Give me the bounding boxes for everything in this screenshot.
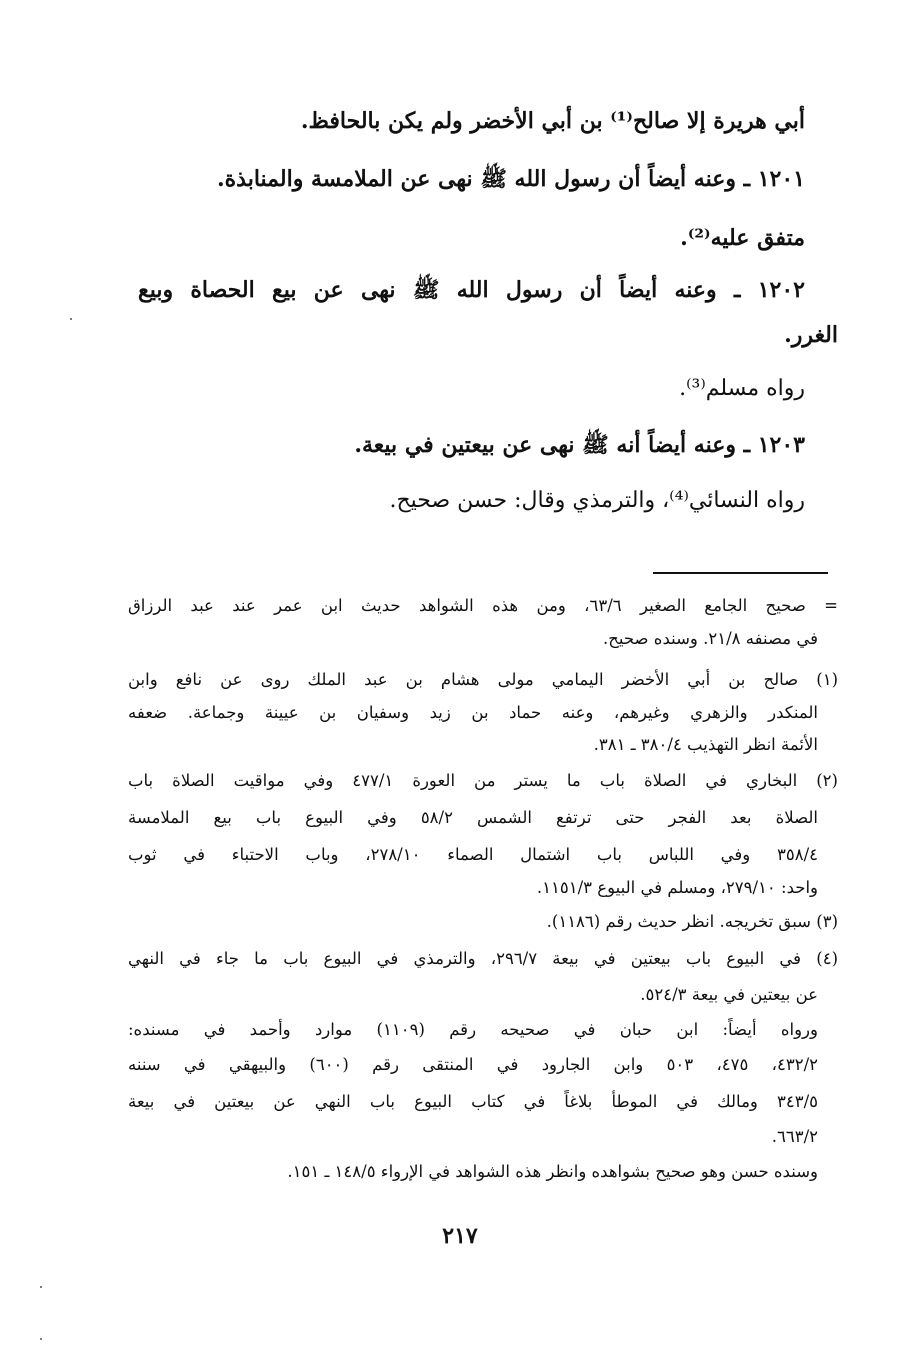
- footnote-4: (٤) في البيوع باب بيعتين في بيعة ٢٩٦/٧، والترمذي في البيوع باب ما جاء في النهي: [128, 949, 838, 968]
- page-number: ٢١٧: [442, 1223, 478, 1249]
- scan-speck: [40, 1338, 42, 1340]
- footnote-line: في مصنفه ٢١/٨. وسنده صحيح.: [603, 629, 818, 648]
- footnote-2: (٢) البخاري في الصلاة باب ما يستر من العورة ٤٧٧/١ وفي مواقيت الصلاة باب: [128, 771, 838, 790]
- footnote-line: المنكدر والزهري وغيرهم، وعنه حماد بن زيد وسفيان بن عيينة وجماعة. ضعفه: [128, 703, 818, 722]
- footnote-line: ورواه أيضاً: ابن حبان في صحيحه رقم (١١٠٩) موارد وأحمد في مسنده:: [128, 1020, 818, 1039]
- footnote-line: وسنده حسن وهو صحيح بشواهده وانظر هذه الشواهد في الإرواء ١٤٨/٥ ـ ١٥١.: [287, 1162, 818, 1181]
- footnote-line: عن بيعتين في بيعة ٥٢٤/٣.: [640, 985, 818, 1004]
- hadith-1203-source: رواه النسائي⁽⁴⁾، والترمذي وقال: حسن صحيح.: [389, 488, 805, 513]
- footnote-3: (٣) سبق تخريجه. انظر حديث رقم (١١٨٦).: [546, 912, 838, 931]
- scan-speck: [40, 1286, 42, 1288]
- hadith-1203: ١٢٠٣ ـ وعنه أيضاً أنه ﷺ نهى عن بيعتين في بيعة.: [354, 432, 805, 458]
- footnote-line: = صحيح الجامع الصغير ٦٣/٦، ومن هذه الشواهد حديث ابن عمر عند عبد الرزاق: [128, 596, 839, 615]
- hadith-1201-source: متفق عليه⁽²⁾.: [680, 225, 805, 251]
- main-text-line: أبي هريرة إلا صالح⁽¹⁾ بن أبي الأخضر ولم يكن بالحافظ.: [300, 108, 805, 134]
- hadith-1202: ١٢٠٢ ـ وعنه أيضاً أن رسول الله ﷺ نهى عن بيع الحصاة وبيع: [138, 277, 805, 303]
- footnote-line: ٤٣٢/٢، ٤٧٥، ٥٠٣ وابن الجارود في المنتقى رقم (٦٠٠) والبيهقي في سننه: [128, 1055, 819, 1074]
- hadith-1201: ١٢٠١ ـ وعنه أيضاً أن رسول الله ﷺ نهى عن الملامسة والمنابذة.: [216, 166, 805, 192]
- hadith-1202-source: رواه مسلم⁽³⁾.: [679, 376, 805, 401]
- footnote-line: واحد: ٢٧٩/١٠، ومسلم في البيوع ١١٥١/٣.: [536, 878, 818, 897]
- footnote-line: ٦٦٣/٢.: [771, 1127, 818, 1146]
- footnote-line: الصلاة بعد الفجر حتى ترتفع الشمس ٥٨/٢ وفي البيوع باب بيع الملامسة: [128, 808, 818, 827]
- hadith-1202-continuation: الغرر.: [784, 322, 838, 348]
- scan-speck: [70, 318, 72, 320]
- footnote-line: ٣٤٣/٥ ومالك في الموطأ بلاغاً في كتاب البيوع باب النهي عن بيعتين في بيعة: [128, 1092, 818, 1111]
- footnote-divider: [653, 572, 828, 574]
- footnote-line: الأئمة انظر التهذيب ٣٨٠/٤ ـ ٣٨١.: [593, 735, 818, 754]
- footnote-line: ٣٥٨/٤ وفي اللباس باب اشتمال الصماء ٢٧٨/١٠، وباب الاحتباء في ثوب: [128, 845, 819, 864]
- footnote-1: (١) صالح بن أبي الأخضر اليمامي مولى هشام بن عبد الملك روى عن نافع وابن: [128, 670, 838, 689]
